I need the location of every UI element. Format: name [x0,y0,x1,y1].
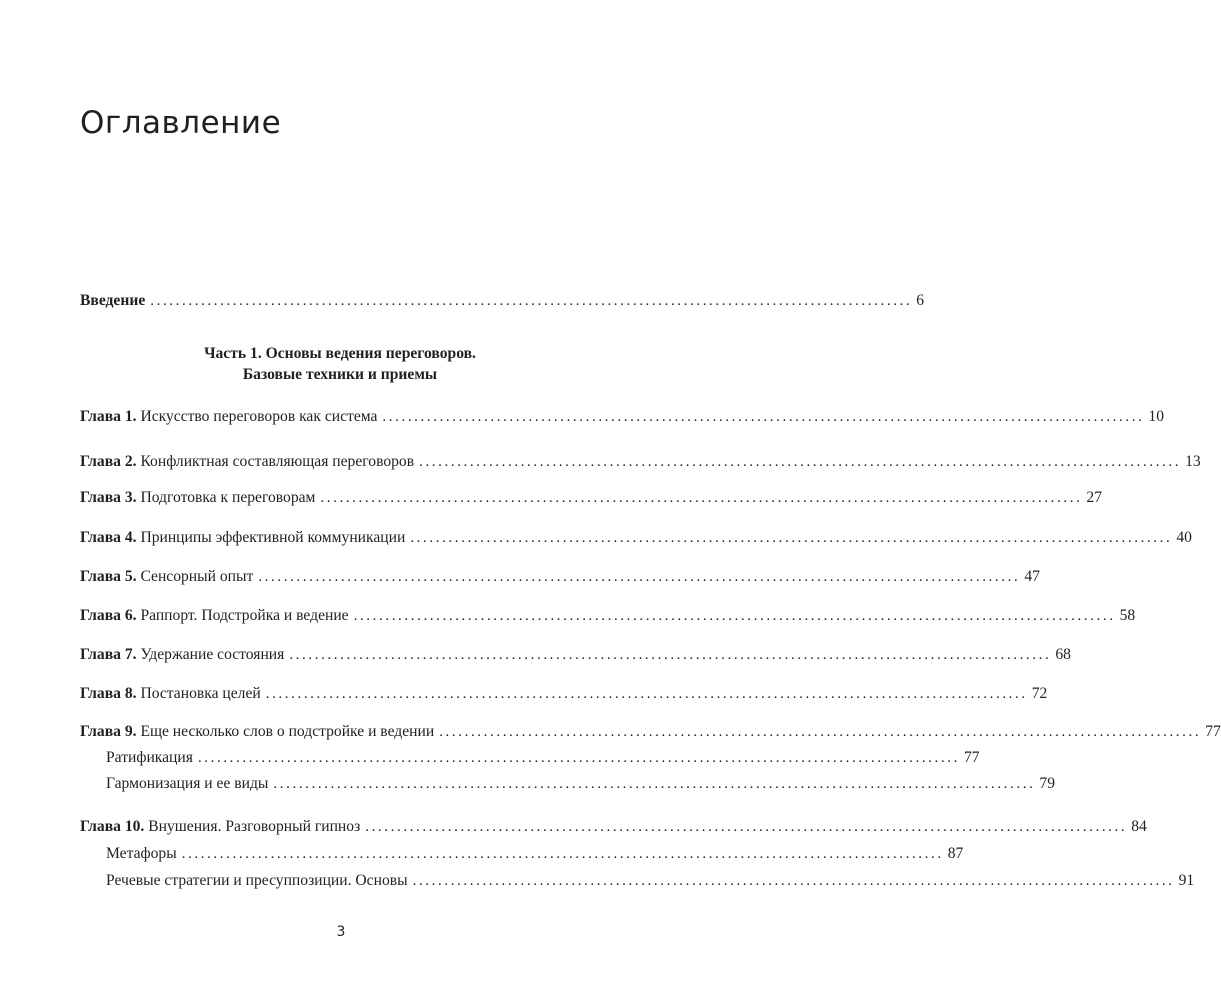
toc-entry-chapter-5[interactable] [80,567,1040,587]
dot-leader: ........................................................................................................................ [412,873,1175,889]
toc-page-number: 77 [1205,723,1221,740]
toc-page-number: 40 [1176,529,1192,546]
toc-entry-chapter-10[interactable] [80,817,1147,837]
dot-leader: ........................................................................................................................ [265,686,1028,702]
toc-page-number: 91 [1178,872,1195,889]
dot-leader: ........................................................................................................................ [289,647,1052,663]
section-title: Метафоры [106,845,177,862]
toc-entry-chapter-9[interactable] [80,722,1221,742]
toc-entry-chapter-3[interactable] [80,488,1103,508]
chapter-prefix: Глава 9. [80,723,137,740]
page-number: 3 [336,924,346,940]
toc-entry-chapter-7[interactable] [80,645,1071,665]
part-heading [80,343,600,385]
page-title: Оглавление [80,105,282,141]
toc-entry-label: Введение [80,292,146,309]
toc-entry-chapter-4[interactable] [80,528,1192,548]
dot-leader: ........................................................................................................................ [181,846,944,862]
part-heading-line-2: Базовые техники и приемы [242,366,438,383]
toc-entry-chapter-8[interactable] [80,684,1048,704]
chapter-prefix: Глава 8. [80,685,137,702]
chapter-prefix: Глава 10. [80,818,145,835]
toc-page-number: 68 [1055,646,1071,663]
chapter-title: Подготовка к переговорам [140,489,316,506]
toc-page-number: 13 [1185,453,1201,470]
dot-leader: ........................................................................................................................ [353,608,1116,624]
chapter-title: Принципы эффективной коммуникации [140,529,406,546]
dot-leader: ........................................................................................................................ [382,409,1145,425]
chapter-title: Постановка целей [140,685,261,702]
toc-page-number: 79 [1039,775,1056,792]
chapter-prefix: Глава 5. [80,568,137,585]
toc-entry-section[interactable] [106,774,1056,794]
section-title: Ратификация [106,749,193,766]
chapter-prefix: Глава 1. [80,408,137,425]
dot-leader: ........................................................................................................................ [273,776,1036,792]
toc-page-number: 27 [1086,489,1103,506]
dot-leader: ........................................................................................................................ [365,819,1128,835]
toc-page-number: 6 [916,292,925,309]
toc-page-number: 87 [947,845,964,862]
dot-leader: ........................................................................................................................ [150,293,913,309]
section-title: Гармонизация и ее виды [106,775,269,792]
chapter-title: Раппорт. Подстройка и ведение [140,607,349,624]
section-title: Речевые стратегии и пресуппозиции. Основы [106,872,408,889]
dot-leader: ........................................................................................................................ [258,569,1021,585]
dot-leader: ........................................................................................................................ [439,724,1202,740]
chapter-title: Удержание состояния [140,646,285,663]
chapter-title: Еще несколько слов о подстройке и ведении [140,723,435,740]
part-heading-line-1: Часть 1. Основы ведения переговоров. [204,345,476,362]
chapter-title: Сенсорный опыт [140,568,254,585]
dot-leader: ........................................................................................................................ [320,490,1083,506]
chapter-prefix: Глава 6. [80,607,137,624]
dot-leader: ........................................................................................................................ [197,750,960,766]
toc-entry-chapter-6[interactable] [80,606,1136,626]
chapter-prefix: Глава 4. [80,529,137,546]
toc-entry-chapter-2[interactable] [80,452,1201,472]
chapter-prefix: Глава 7. [80,646,137,663]
toc-page-number: 84 [1131,818,1147,835]
toc-entry-chapter-1[interactable] [80,407,1165,427]
chapter-prefix: Глава 2. [80,453,137,470]
toc-entry-section[interactable] [106,871,1195,891]
toc-page-number: 77 [963,749,980,766]
toc-page-number: 10 [1148,408,1165,425]
chapter-title: Искусство переговоров как система [140,408,378,425]
dot-leader: ........................................................................................................................ [410,530,1173,546]
toc-entry-section[interactable] [106,748,980,768]
toc-page-number: 72 [1031,685,1048,702]
chapter-title: Внушения. Разговорный гипноз [148,818,361,835]
dot-leader: ........................................................................................................................ [419,454,1182,470]
chapter-title: Конфликтная составляющая переговоров [140,453,415,470]
toc-entry-introduction[interactable] [80,291,925,311]
chapter-prefix: Глава 3. [80,489,137,506]
toc-entry-section[interactable] [106,844,964,864]
toc-page-number: 47 [1024,568,1040,585]
toc-page-number: 58 [1119,607,1136,624]
